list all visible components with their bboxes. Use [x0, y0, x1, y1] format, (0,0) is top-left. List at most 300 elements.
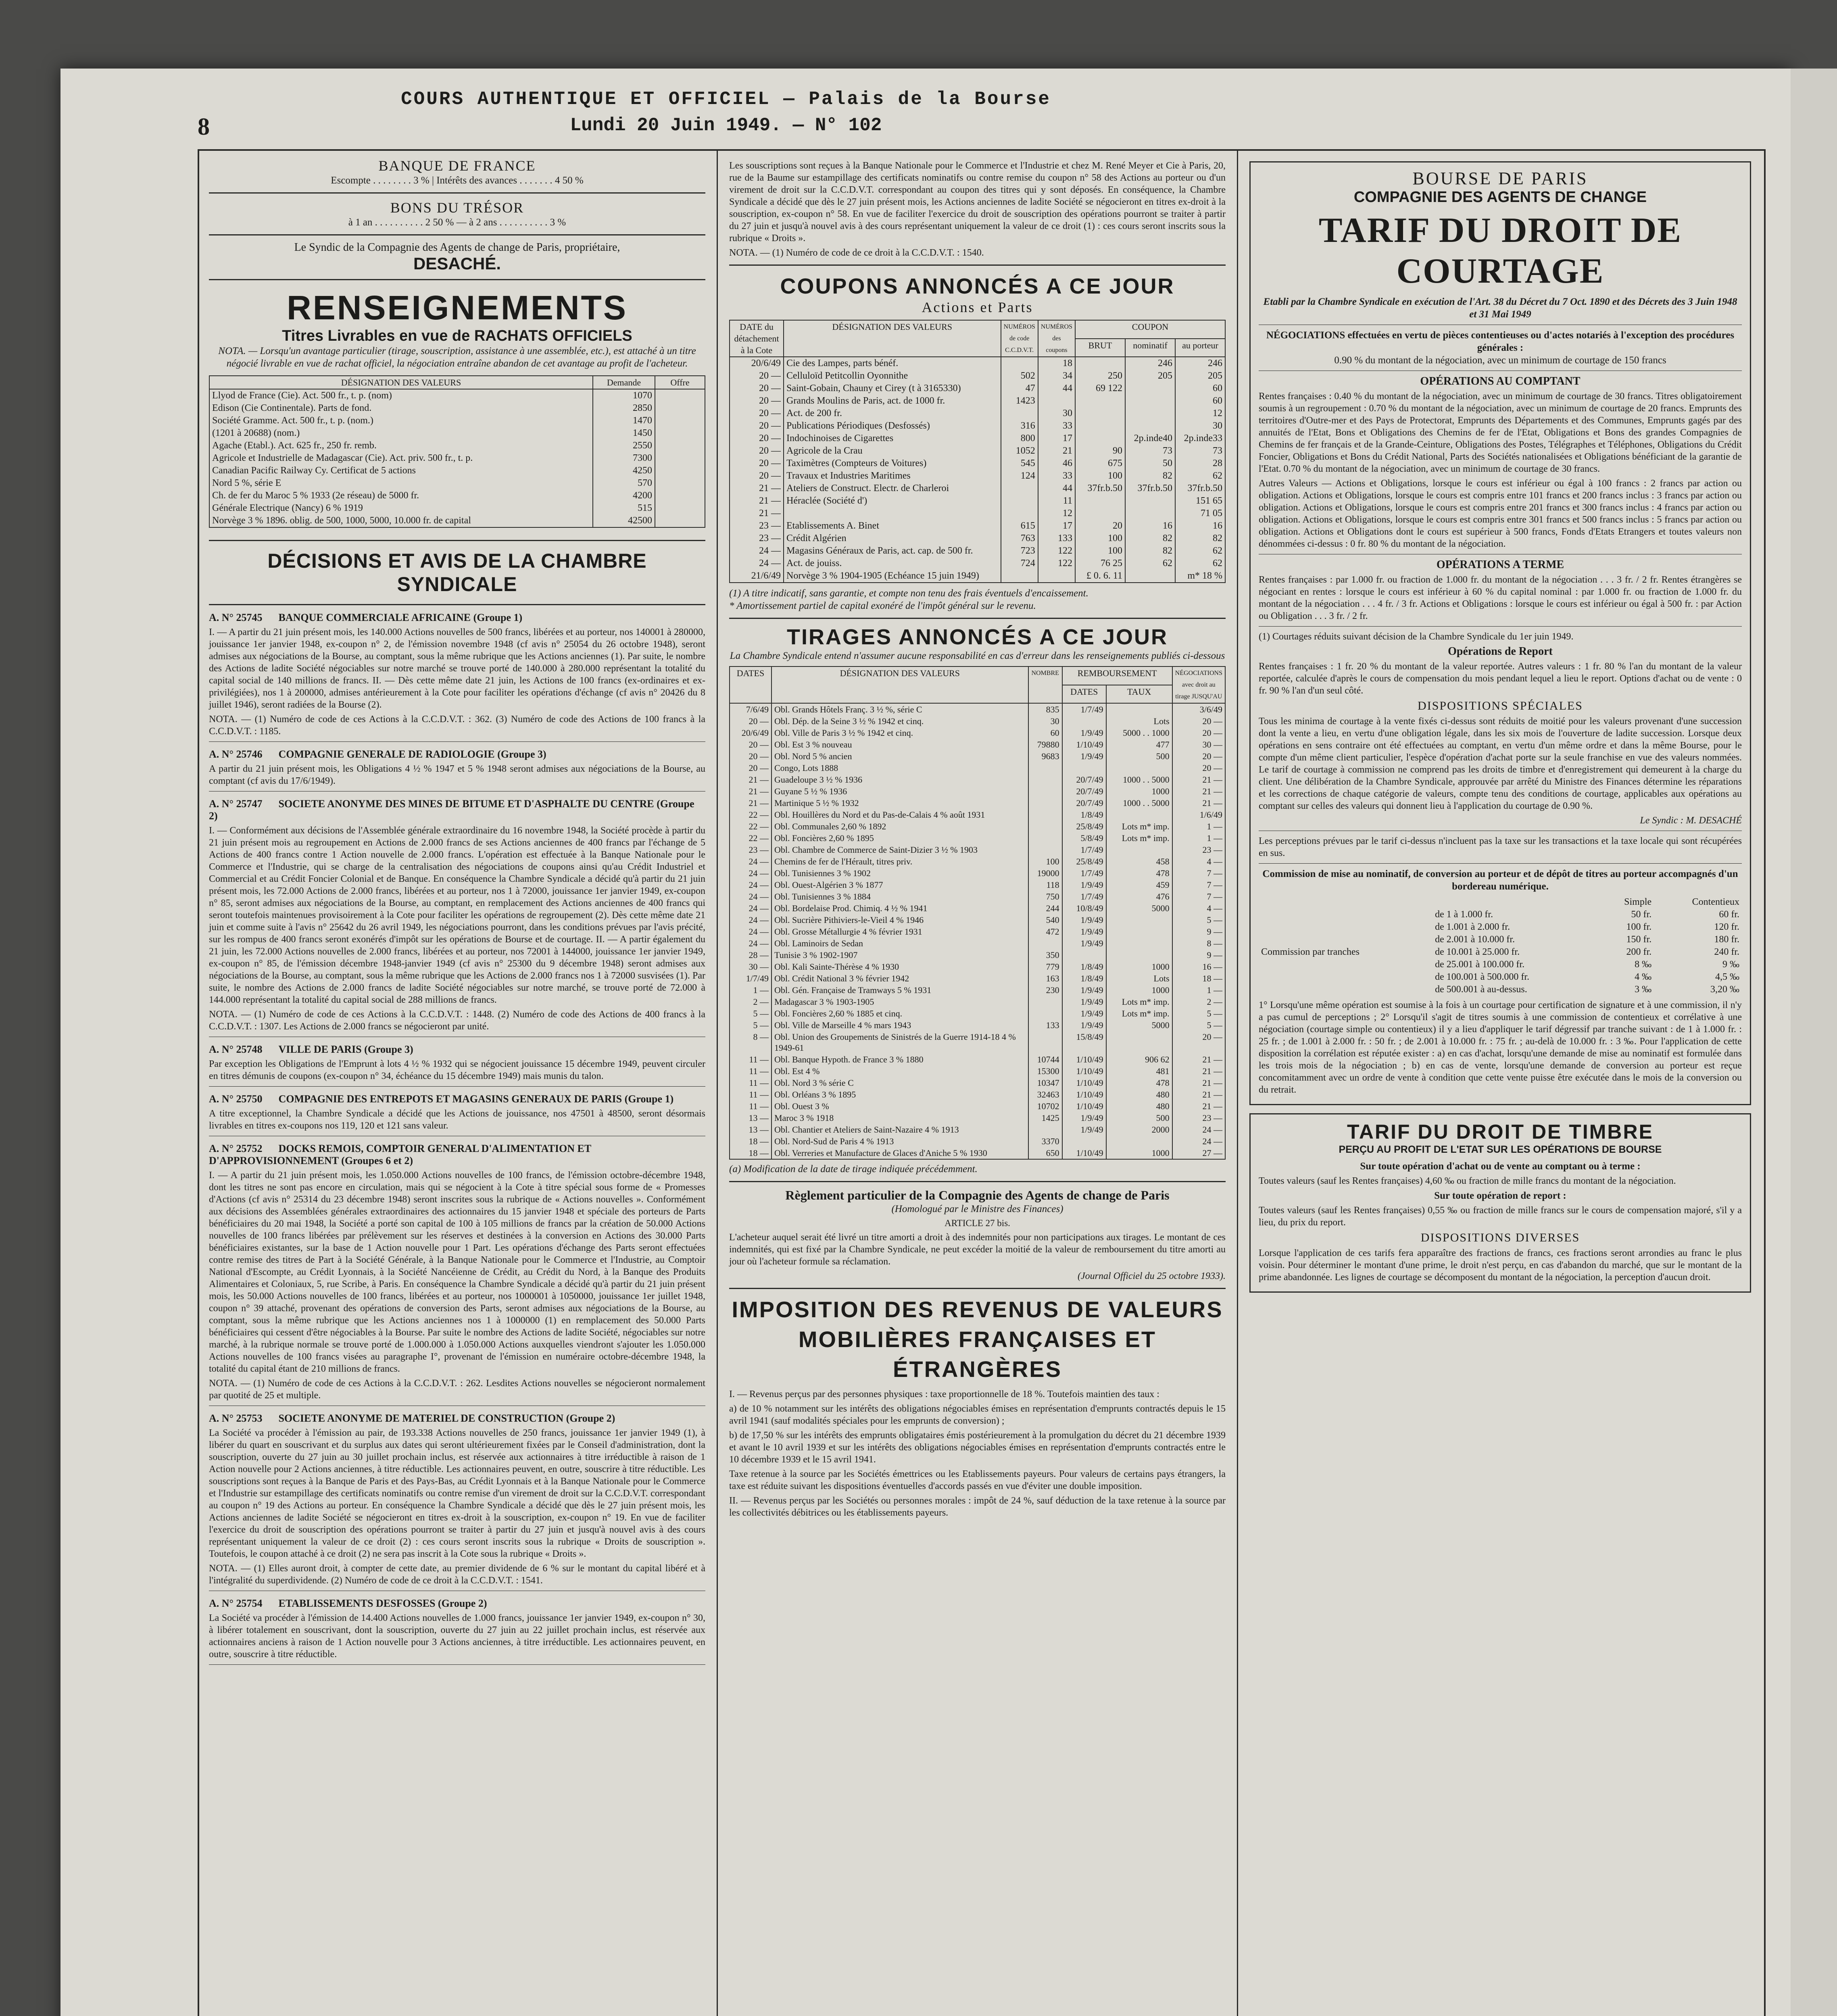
coupon-name: Ateliers de Construct. Electr. de Charleroi	[784, 482, 1001, 495]
terme-text: Rentes françaises : par 1.000 fr. ou fraction de 1.000 fr. du montant de la négociation . . . 3 fr. / 2 fr. Rentes étrangères se négociant en rentes : lorsque le cours est inférieur à 60 % du capital nominal : par 1.000 fr. ou fraction de 1.000 fr. du montant de la négociation . . . 4 fr. / 3 fr. Actions et Obligations : lorsque le cours est inférieur ou égal à 500 fr. : par Action ou Obligation . . . 3 fr. / 2 fr.	[1259, 575, 1742, 621]
tirage-t: Lots m* imp.	[1106, 832, 1172, 844]
coupon-cp: 133	[1038, 532, 1075, 545]
tirage-j: 23 —	[1172, 844, 1225, 856]
mise-contentieux: 60 fr.	[1719, 909, 1739, 920]
mise-col-simple: Simple	[1624, 897, 1652, 907]
tirage-t: 5000 . . 1000	[1106, 727, 1172, 739]
avis-item	[209, 798, 705, 1037]
autres-valeurs-text: Autres Valeurs — Actions et Obligations, lorsque le cours est inférieur ou égal à 100 francs : 2 francs par action ou obligation. Actions et Obligations, lorsque le cours est compris entre 101 francs et 200 francs inclus : 3 francs par action ou obligation. Actions et Obligations, lorsque le cours est compris entre 201 francs et 300 francs inclus : 4 francs par action ou obligation. Actions et Obligations, lorsque le cours est compris entre 301 francs et 500 francs inclus : 5 francs par action ou obligation. Actions et Obligations dont le cours est supérieur à 500 francs, Fonds d'Etats Etrangers et toutes valeurs non dénommées ci-dessus : 0 fr. 80 % du montant de la négociation.	[1259, 478, 1742, 549]
coupon-code: 800	[1001, 432, 1038, 445]
coupon-code: 724	[1001, 557, 1038, 570]
table-row	[730, 973, 1225, 984]
tirage-n: 244	[1028, 902, 1062, 914]
tirage-rd	[1062, 949, 1106, 961]
tirage-rd: 1/9/49	[1062, 984, 1106, 996]
tirage-n: 163	[1028, 973, 1062, 984]
tirage-name: Obl. Foncières 2,60 % 1885 et cinq.	[771, 1008, 1028, 1019]
coupons-table	[729, 320, 1226, 583]
mise-label	[1259, 971, 1432, 983]
table-row	[730, 856, 1225, 867]
tirage-rd: 1/10/49	[1062, 1100, 1106, 1112]
mise-contentieux: 4,5 ‰	[1715, 972, 1739, 982]
rachat-designation: Ch. de fer du Maroc 5 % 1933 (2e réseau) de 5000 fr.	[209, 489, 593, 502]
tirage-d: 2 —	[730, 996, 771, 1008]
tirage-n: 230	[1028, 984, 1062, 996]
table-row	[730, 832, 1225, 844]
tirage-n	[1028, 785, 1062, 797]
tirage-rd: 1/10/49	[1062, 1077, 1106, 1089]
courtage-note: (1) Courtages réduits suivant décision de la Chambre Syndicale du 1er juin 1949.	[1259, 631, 1574, 642]
coupon-name	[784, 507, 1001, 520]
tirage-name: Chemins de fer de l'Hérault, titres priv.	[771, 856, 1028, 867]
coupon-port: 28	[1175, 457, 1225, 470]
comptant-heading: OPÉRATIONS AU COMPTANT	[1420, 375, 1581, 387]
tirage-j: 21 —	[1172, 1054, 1225, 1065]
tirage-t: 1000 . . 5000	[1106, 774, 1172, 785]
tirage-name: Guyane 5 ½ % 1936	[771, 785, 1028, 797]
table-row	[730, 1019, 1225, 1031]
tirage-name: Obl. Grands Hôtels Franç. 3 ½ %, série C	[771, 703, 1028, 715]
table-row	[730, 357, 1225, 370]
tirage-t: 478	[1106, 867, 1172, 879]
tirage-n: 10744	[1028, 1054, 1062, 1065]
coupon-brut: 37fr.b.50	[1075, 482, 1125, 495]
col-demande: Demande	[593, 376, 655, 389]
table-row	[730, 821, 1225, 832]
tirages-h-taux: TAUX	[1106, 685, 1172, 704]
coupon-port: 205	[1175, 370, 1225, 382]
coupon-code: 763	[1001, 532, 1038, 545]
table-row	[209, 452, 705, 464]
tirage-j: 27 —	[1172, 1147, 1225, 1159]
avis-item	[209, 1412, 705, 1591]
tirage-name: Obl. Bordelaise Prod. Chimiq. 4 ½ % 1941	[771, 902, 1028, 914]
coupon-cp: 18	[1038, 357, 1075, 370]
coupon-name: Act. de 200 fr.	[784, 407, 1001, 420]
tirage-n	[1028, 1031, 1062, 1054]
mise-simple: 8 ‰	[1635, 959, 1652, 970]
tirage-name: Obl. Ouest-Algérien 3 % 1877	[771, 879, 1028, 891]
tirage-n: 79880	[1028, 739, 1062, 750]
table-row	[1259, 908, 1742, 921]
tirage-n: 650	[1028, 1147, 1062, 1159]
report-heading: Opérations de Report	[1448, 645, 1553, 658]
tirage-d: 7/6/49	[730, 703, 771, 715]
coupon-name: Travaux et Industries Maritimes	[784, 470, 1001, 482]
avis-text: A titre exceptionnel, la Chambre Syndicale a décidé que les Actions de jouissance, nos 47501 à 48500, seront désormais livrables en titres ex-coupons nos 119, 120 et 121 sans valeur.	[209, 1108, 705, 1131]
coupons-note1: (1) A titre indicatif, sans garantie, et compte non tenu des frais éventuels d'encaissement.	[729, 588, 1088, 599]
banque-rates: Escompte . . . . . . . . 3 % | Intérêts des avances . . . . . . . 4 50 %	[331, 175, 584, 186]
tirage-d: 20 —	[730, 762, 771, 774]
table-row	[1259, 958, 1742, 971]
tirage-n: 9683	[1028, 750, 1062, 762]
bourse-title: BOURSE DE PARIS	[1412, 169, 1588, 188]
coupon-nom	[1125, 395, 1175, 407]
tirage-n	[1028, 996, 1062, 1008]
table-row	[209, 477, 705, 489]
avis-text: I. — A partir du 21 juin présent mois, les 1.050.000 Actions nouvelles de 100 francs, de l'émission octobre-décembre 1948, dont les titres ne sont pas encore en circulation, mais qui se négocient à la Cote à titre spécial sous forme de « Promesses d'Actions (cf avis n° 25314 du 23 décembre 1948) seront inscrites sous la rubrique de « Actions nouvelles ». Conformément aux décisions des Assemblées générales extraordinaires des actionnaires du 15 janvier 1948 et spéciale des porteurs de Parts bénéficiaires du 20 mai 1948, la Société a porté son capital de 100 à 105 millions de francs par la création de 50.000 Actions nouvelles de 100 francs libérées par prélèvement sur les réserves et destinées à la conversion en Actions des 30.000 Parts bénéficiaires existantes, sur la base de 1 Action nouvelle pour 1 Part. Les opérations d'échange des Parts seront effectuées contre remise des titres de Part à la Société Générale, à la Banque Nationale pour le Commerce et l'Industrie, au Comptoir National d'Escompte, au Crédit Lyonnais, à la Société Nancéienne de Crédit, au Crédit du Nord, à la Banque des Produits Alimentaires et Coloniaux, 5, rue Scribe, à Paris. En conséquence la Chambre Syndicale a décidé qu'à partir du 21 juin présent mois, les 50.000 Actions nouvelles de 100 francs, libérées et au porteur, nos 1000001 à 1050000, jouissance 1er juillet 1948, coupon n° 39 attaché, provenant des opérations de conversion des Parts, seront admises aux négociations de la Bourse, au comptant, sous la même rubrique que les Actions anciennes nos 1 à 1000000 (1) en remplacement des 50.000 Parts bénéficiaires qui cessent d'être négociables à la Bourse. Par suite le nombre des Actions de ladite Société, négociables sur notre marché, à la rubrique normale se trouve porté de 1.000.000 à 1.050.000 Actions auxquelles viendront s'ajouter les 1.050.000 Actions nouvelles de 100 francs visées au paragraphe I°, provenant de l'émission en numéraire octobre-décembre 1948, la totalité du capital étant de 210 millions de francs.	[209, 1170, 705, 1374]
courtage-syndic: Le Syndic : M. DESACHÉ	[1640, 815, 1742, 826]
coupon-date: 21 —	[730, 482, 784, 495]
tirage-d: 11 —	[730, 1054, 771, 1065]
table-row	[730, 570, 1225, 583]
avis-company: BANQUE COMMERCIALE AFRICAINE (Groupe 1)	[278, 612, 523, 623]
tirage-t	[1106, 809, 1172, 821]
coupon-nom: 62	[1125, 557, 1175, 570]
table-row	[209, 464, 705, 477]
tirage-d: 11 —	[730, 1077, 771, 1089]
coupon-port: 151 65	[1175, 495, 1225, 507]
tirage-t: 478	[1106, 1077, 1172, 1089]
tirage-rd: 20/7/49	[1062, 774, 1106, 785]
table-row	[730, 520, 1225, 532]
tirage-t: 1000	[1106, 984, 1172, 996]
tirage-name: Obl. Laminoirs de Sedan	[771, 937, 1028, 949]
coupon-port: 16	[1175, 520, 1225, 532]
table-row	[730, 750, 1225, 762]
tirage-t: 5000	[1106, 1019, 1172, 1031]
rachat-offre	[655, 514, 705, 527]
tirage-t	[1106, 949, 1172, 961]
tirage-name: Obl. Est 3 % nouveau	[771, 739, 1028, 750]
renseignements-subtitle: Titres Livrables en vue de RACHATS OFFICIELS	[282, 327, 632, 344]
mise-simple: 150 fr.	[1626, 934, 1652, 945]
rachat-demande: 1070	[593, 389, 655, 402]
tirage-d: 24 —	[730, 902, 771, 914]
tirage-n	[1028, 774, 1062, 785]
tirage-name: Obl. Est 4 %	[771, 1065, 1028, 1077]
coupon-nom: 2p.inde40	[1125, 432, 1175, 445]
tirage-rd: 1/10/49	[1062, 1054, 1106, 1065]
tirage-n	[1028, 1124, 1062, 1135]
avis-text: La Société va procéder à l'émission au pair, de 193.338 Actions nouvelles de 250 francs, jouissance 1er janvier 1949 (1), à libérer du quart en souscrivant et du surplus aux dates qui seront ultérieurement fixées par le Conseil d'administration, dont la souscription, ouverte du 27 juin au 30 juillet prochain inclus, est réservée aux actionnaires à titre irréductible à raison de 1 Action nouvelle pour 2 Actions anciennes, à titre réductible. Les actionnaires peuvent, en outre, souscrire à titre réductible. Les souscriptions sont reçues à la Banque de Paris et des Pays-Bas, au Crédit Lyonnais et à la Banque Nationale pour le Commerce et l'Industrie sur estampillage des certificats nominatifs ou contre remise d'un virement de droit sur la C.C.D.V.T. correspondant au coupon n° 19 des Actions au porteur. En conséquence la Chambre Syndicale a décidé que dès le 27 juin présent mois, les Actions anciennes de ladite Société se négocieront en titres ex-droit à la souscription, ex-coupon n° 19. En vue de faciliter l'exercice du droit de souscription des opérations pourront se traiter à partir du 27 juin et jusqu'à nouvel avis à des cours représentant uniquement la valeur de ce droit (2) : ces cours seront inscrits sous la rubrique « Droits de souscription ». Toutefois, le coupon attaché à ce droit (2) ne sera pas inscrit à la Cote sous la rubrique « Droits ».	[209, 1428, 705, 1559]
tirages-h-dates: DATES	[730, 666, 771, 703]
tirage-rd: 1/8/49	[1062, 809, 1106, 821]
syndic-line: Le Syndic de la Compagnie des Agents de change de Paris, propriétaire,	[294, 241, 620, 254]
coupon-date: 20 —	[730, 370, 784, 382]
coupon-code: 502	[1001, 370, 1038, 382]
coupon-cp	[1038, 570, 1075, 583]
tirage-name: Martinique 5 ½ % 1932	[771, 797, 1028, 809]
imposition-title: IMPOSITION DES REVENUS DE VALEURS MOBILIÈRES FRANÇAISES ET ÉTRANGÈRES	[732, 1297, 1223, 1382]
table-row	[730, 1054, 1225, 1065]
coupon-brut	[1075, 507, 1125, 520]
tirage-d: 28 —	[730, 949, 771, 961]
tirage-name: Obl. Houillères du Nord et du Pas-de-Calais 4 % août 1931	[771, 809, 1028, 821]
rachat-designation: Llyod de France (Cie). Act. 500 fr., t. p. (nom)	[209, 389, 593, 402]
mise-table	[1259, 896, 1742, 996]
rachat-demande: 1450	[593, 427, 655, 439]
coupon-nom	[1125, 570, 1175, 583]
tirage-n	[1028, 797, 1062, 809]
table-row	[730, 557, 1225, 570]
tirage-d: 21 —	[730, 785, 771, 797]
tirage-n: 10702	[1028, 1100, 1062, 1112]
bons-rates: à 1 an . . . . . . . . . . 2 50 % — à 2 ans . . . . . . . . . . 3 %	[348, 217, 566, 228]
coupon-cp: 44	[1038, 382, 1075, 395]
coupon-name: Etablissements A. Binet	[784, 520, 1001, 532]
avis-item	[209, 1093, 705, 1136]
coupon-port: 37fr.b.50	[1175, 482, 1225, 495]
avis-company: SOCIETE ANONYME DES MINES DE BITUME ET D'ASPHALTE DU CENTRE (Groupe 2)	[209, 798, 694, 822]
tirage-j: 21 —	[1172, 774, 1225, 785]
tirage-rd: 1/7/49	[1062, 891, 1106, 902]
tirage-t	[1106, 937, 1172, 949]
tirage-rd: 20/7/49	[1062, 797, 1106, 809]
coupon-date: 20 —	[730, 445, 784, 457]
tirage-n: 10347	[1028, 1077, 1062, 1089]
avis-number: A. N° 25752	[209, 1143, 263, 1154]
coupon-name: Taximètres (Compteurs de Voitures)	[784, 457, 1001, 470]
coupon-date: 20 —	[730, 420, 784, 432]
avis-number: A. N° 25746	[209, 748, 263, 760]
tirage-j: 2 —	[1172, 996, 1225, 1008]
tirage-n: 60	[1028, 727, 1062, 739]
tirage-j: 4 —	[1172, 902, 1225, 914]
tirages-note: (a) Modification de la date de tirage indiquée précédemment.	[729, 1164, 978, 1175]
tirage-j: 21 —	[1172, 785, 1225, 797]
avis-company: ETABLISSEMENTS DESFOSSES (Groupe 2)	[278, 1597, 487, 1609]
tirage-name: Obl. Kali Sainte-Thérèse 4 % 1930	[771, 961, 1028, 973]
table-row	[209, 514, 705, 527]
coupons-h-date: DATE du détachement à la Cote	[730, 320, 784, 357]
table-row	[730, 844, 1225, 856]
tirage-name: Obl. Tunisiennes 3 % 1902	[771, 867, 1028, 879]
table-row	[730, 482, 1225, 495]
rachat-offre	[655, 464, 705, 477]
tirage-j: 21 —	[1172, 1089, 1225, 1100]
tirage-rd: 1/7/49	[1062, 867, 1106, 879]
tirage-j: 21 —	[1172, 797, 1225, 809]
tirages-subtitle: La Chambre Syndicale entend n'assumer aucune responsabilité en cas d'erreur dans les renseignements publiés ci-dessous	[730, 650, 1225, 661]
tirage-d: 11 —	[730, 1100, 771, 1112]
tirage-d: 11 —	[730, 1065, 771, 1077]
tirage-rd: 1/9/49	[1062, 1124, 1106, 1135]
mise-label	[1259, 921, 1432, 933]
table-row	[730, 1135, 1225, 1147]
avis-text: I. — Conformément aux décisions de l'Assemblée générale extraordinaire du 16 novembre 1948, la Société procède à partir du 21 juin présent mois au regroupement en Actions de 2.000 francs de ses Actions anciennes de 400 francs par l'échange de 5 Actions de 400 francs contre 1 Action nouvelle de 2.000 francs. L'opération est effectuée à la Banque Nationale pour le Commerce et l'Industrie, qui se charge de la centralisation des négociations de coupons ainsi qu'au Crédit Industriel et Commercial et au Crédit Foncier Colonial et de Banque. En conséquence la Chambre Syndicale a décidé qu'à partir du 21 juin présent mois, les 72.000 Actions de 2.000 francs, libérées et au porteur, nos 1 à 72000, jouissance 1er janvier 1949, ex-coupon n° 85, seront admises aux négociations de la Bourse, au comptant, en remplacement des Actions anciennes de 400 francs qui seront toutefois maintenues provisoirement à la Cote pour faciliter les opérations de regroupement (2). Dès cette même date 21 juin et comme suite à l'avis n° 25642 du 26 avril 1949, les négociations pourront, dans les conditions prévues par l'avis précité, sur les rompus de 400 francs seront exonérés d'impôt sur les opérations de Bourse et de courtage. II. — A partir également du 21 juin, les 72.000 Actions nouvelles de 2.000 francs, libérées et au porteur, nos 72001 à 144000, jouissance 1er janvier 1949, ex-coupon n° 85, de l'émission décembre 1948-janvier 1949 (cf avis n° 25300 du 9 décembre 1948) seront admises aux négociations de la Bourse, au comptant, sous la même rubrique que les Actions de 2.000 francs nos 1 à 72000 susvisées (1). Par suite, le nombre des Actions de 2.000 francs de ladite Société négociables sur notre marché, se trouve porté de 72.000 à 144.000 représentant la totalité du capital social de 288 millions de francs.	[209, 825, 705, 1005]
avis-item	[209, 1043, 705, 1087]
table-row	[730, 926, 1225, 937]
avis-list	[209, 612, 705, 1665]
masthead-title: COURS AUTHENTIQUE ET OFFICIEL — Palais de la Bourse	[401, 89, 1051, 110]
coupon-code: 615	[1001, 520, 1038, 532]
coupon-brut: 69 122	[1075, 382, 1125, 395]
coupon-date: 24 —	[730, 545, 784, 557]
rachat-offre	[655, 489, 705, 502]
avis-nota: NOTA. — (1) Numéro de code de ces Actions à la C.C.D.V.T. : 362. (3) Numéro de code des Actions de 100 francs à la C.C.D.V.T. : 1185.	[209, 714, 705, 737]
mise-label: Commission par tranches	[1261, 947, 1360, 957]
table-row	[209, 427, 705, 439]
coupons-h-porteur: au porteur	[1175, 339, 1225, 357]
tirage-t	[1106, 844, 1172, 856]
banque-title: BANQUE DE FRANCE	[378, 158, 536, 174]
coupon-date: 20 —	[730, 432, 784, 445]
tirage-name: Obl. Communales 2,60 % 1892	[771, 821, 1028, 832]
coupon-date: 20 —	[730, 407, 784, 420]
coupons-h-numcp: NUMÉROS des coupons	[1038, 320, 1075, 357]
rachat-demande: 2850	[593, 402, 655, 414]
table-row	[1259, 983, 1742, 996]
table-row	[730, 470, 1225, 482]
tirage-n: 133	[1028, 1019, 1062, 1031]
coupon-name: Norvège 3 % 1904-1905 (Echéance 15 juin 1949)	[784, 570, 1001, 583]
tirage-j: 21 —	[1172, 1100, 1225, 1112]
table-row	[730, 495, 1225, 507]
coupon-port: 62	[1175, 557, 1225, 570]
table-row	[730, 370, 1225, 382]
avis-company: DOCKS REMOIS, COMPTOIR GENERAL D'ALIMENTATION ET D'APPROVISIONNEMENT (Groupes 6 et 2)	[209, 1143, 591, 1166]
tirage-j: 7 —	[1172, 879, 1225, 891]
tirage-d: 20 —	[730, 715, 771, 727]
coupon-port: 246	[1175, 357, 1225, 370]
tirage-j: 7 —	[1172, 867, 1225, 879]
tirage-d: 24 —	[730, 937, 771, 949]
coupon-name: Cie des Lampes, parts bénéf.	[784, 357, 1001, 370]
next-page-edge	[1791, 69, 1837, 2016]
coupon-name: Act. de jouiss.	[784, 557, 1001, 570]
mise-range: de 100.001 à 500.000 fr.	[1435, 972, 1530, 982]
tirage-rd	[1062, 1135, 1106, 1147]
tirage-j: 20 —	[1172, 727, 1225, 739]
tirage-j: 5 —	[1172, 1019, 1225, 1031]
rachat-offre	[655, 452, 705, 464]
tirage-name: Obl. Nord 3 % série C	[771, 1077, 1028, 1089]
table-row	[730, 1008, 1225, 1019]
terme-heading: OPÉRATIONS A TERME	[1436, 558, 1564, 571]
decisions-title: DÉCISIONS ET AVIS DE LA CHAMBRE SYNDICALE	[267, 550, 647, 596]
coupon-date: 20 —	[730, 382, 784, 395]
coupon-nom	[1125, 382, 1175, 395]
tirage-j: 20 —	[1172, 750, 1225, 762]
imposition-text1: I. — Revenus perçus par des personnes physiques : taxe proportionnelle de 18 %. Toutefois maintien des taux :	[729, 1389, 1159, 1400]
tirage-j: 4 —	[1172, 856, 1225, 867]
tirage-name: Obl. Chantier et Ateliers de Saint-Nazaire 4 % 1913	[771, 1124, 1028, 1135]
rachat-demande: 7300	[593, 452, 655, 464]
table-row	[730, 407, 1225, 420]
tirage-rd: 15/8/49	[1062, 1031, 1106, 1054]
nego-contentieuses-rate: 0.90 % du montant de la négociation, avec un minimum de courtage de 150 francs	[1334, 355, 1666, 366]
coupon-cp: 122	[1038, 545, 1075, 557]
coupons-h-code: NUMÉROS de code C.C.D.V.T.	[1001, 320, 1038, 357]
tirage-d: 20 —	[730, 750, 771, 762]
coupon-date: 23 —	[730, 520, 784, 532]
coupon-port: 62	[1175, 470, 1225, 482]
avis-nota: NOTA. — (1) Numéro de code de ces Actions à la C.C.D.V.T. : 262. Lesdites Actions nouvelles se négocieront normalement par quotité de 25 et multiple.	[209, 1378, 705, 1401]
coupon-cp: 17	[1038, 432, 1075, 445]
coupon-code: 124	[1001, 470, 1038, 482]
tirage-t: 459	[1106, 879, 1172, 891]
mise-range: de 25.001 à 100.000 fr.	[1435, 959, 1525, 970]
spec-text: Tous les minima de courtage à la vente fixés ci-dessus sont réduits de moitié pour les valeurs provenant d'une succession dont la vente a lieu, en vertu d'une obligation légale, dans les six mois de l'ouverture de ladite succession. Lorsque deux opérations en sens contraire ont été effectuées au comptant, en vertu d'un même ordre et dans la même Bourse, pour le compte d'un même client particulier, l'espèce d'opération d'achat porte sur la seule franchise en vue des valeurs nommées. Le tarif de courtage à commission ne comprend pas les droits de timbre et d'enregistrement qui demeurent à la charge du client. Une délibération de la Chambre Syndicale, approuvée par arrêté du Ministre des Finances détermine les réparations et les corrections de chaque catégorie de valeurs, compte tenu des conditions de courtage, applicables aux opérations au comptant sur celles des valeurs qui donnent lieu à l'application du courtage de 0.90 %.	[1259, 716, 1742, 811]
coupon-nom	[1125, 495, 1175, 507]
avis-item	[209, 1143, 705, 1406]
coupons-subtitle: Actions et Parts	[922, 299, 1033, 315]
table-row	[730, 727, 1225, 739]
rachats-table	[209, 375, 705, 528]
coupon-date: 20 —	[730, 395, 784, 407]
tirage-j: 7 —	[1172, 891, 1225, 902]
coupon-brut	[1075, 420, 1125, 432]
table-row	[1259, 921, 1742, 933]
issue-date: Lundi 20 Juin 1949. — N° 102	[570, 115, 882, 136]
coupon-name: Agricole de la Crau	[784, 445, 1001, 457]
mise-contentieux: 180 fr.	[1714, 934, 1739, 945]
tirage-n: 540	[1028, 914, 1062, 926]
coupon-code	[1001, 407, 1038, 420]
timbre-line1: Sur toute opération d'achat ou de vente au comptant ou à terme :	[1360, 1161, 1641, 1172]
table-row	[730, 532, 1225, 545]
tirage-t: Lots m* imp.	[1106, 1008, 1172, 1019]
timbre-line3: Sur toute opération de report :	[1434, 1190, 1566, 1201]
table-row	[730, 762, 1225, 774]
tirage-j: 16 —	[1172, 961, 1225, 973]
report-text: Rentes françaises : 1 fr. 20 % du montant de la valeur reportée. Autres valeurs : 1 fr. 80 % l'an du montant de la valeur reportée, calculée d'après le cours de compensation du mois pendant lequel a lieu le report. Options d'achat ou de vente : 0 fr. 90 % l'an d'un seul côté.	[1259, 661, 1742, 696]
tirage-t	[1106, 926, 1172, 937]
table-row	[209, 414, 705, 427]
tirage-d: 30 —	[730, 961, 771, 973]
coupon-name: Crédit Algérien	[784, 532, 1001, 545]
tirage-name: Obl. Nord 5 % ancien	[771, 750, 1028, 762]
rachat-offre	[655, 402, 705, 414]
tirage-d: 24 —	[730, 891, 771, 902]
tirages-h-designation: DÉSIGNATION DES VALEURS	[771, 666, 1028, 703]
table-row	[730, 1065, 1225, 1077]
tirage-d: 18 —	[730, 1147, 771, 1159]
mise-simple: 100 fr.	[1626, 922, 1652, 932]
tirage-j: 18 —	[1172, 973, 1225, 984]
rachat-designation: Norvège 3 % 1896. oblig. de 500, 1000, 5000, 10.000 fr. de capital	[209, 514, 593, 527]
tirage-d: 24 —	[730, 914, 771, 926]
coupon-code: 723	[1001, 545, 1038, 557]
rachat-demande: 42500	[593, 514, 655, 527]
tirage-name: Obl. Nord-Sud de Paris 4 % 1913	[771, 1135, 1028, 1147]
tarif-courtage-sub: Etabli par la Chambre Syndicale en exécution de l'Art. 38 du Décret du 7 Oct. 1890 et des Décrets des 3 Juin 1948 et 31 Mai 1949	[1263, 296, 1737, 320]
coupon-nom: 82	[1125, 470, 1175, 482]
tirages-h-nombre: NOMBRE	[1028, 666, 1062, 703]
tirage-j: 1 —	[1172, 821, 1225, 832]
tirage-j: 9 —	[1172, 926, 1225, 937]
tirage-t: Lots	[1106, 715, 1172, 727]
coupons-note2: * Amortissement partiel de capital exonéré de l'impôt général sur le revenu.	[729, 600, 1036, 611]
coupon-nom: 50	[1125, 457, 1175, 470]
tirage-n: 350	[1028, 949, 1062, 961]
tirages-h-nego: NÉGOCIATIONS avec droit au tirage JUSQU'AU	[1172, 666, 1225, 703]
tirage-t	[1106, 703, 1172, 715]
mise-label	[1259, 958, 1432, 971]
tirage-rd: 1/9/49	[1062, 879, 1106, 891]
tirage-n: 100	[1028, 856, 1062, 867]
tirage-j: 30 —	[1172, 739, 1225, 750]
tirage-n	[1028, 1008, 1062, 1019]
rachat-offre	[655, 502, 705, 514]
rachat-offre	[655, 477, 705, 489]
coupon-code	[1001, 482, 1038, 495]
rachat-demande: 515	[593, 502, 655, 514]
rachat-demande: 4200	[593, 489, 655, 502]
coupon-port: 30	[1175, 420, 1225, 432]
tirage-t	[1106, 1135, 1172, 1147]
tirage-name: Obl. Ville de Paris 3 ½ % 1942 et cinq.	[771, 727, 1028, 739]
tirage-rd: 1/7/49	[1062, 703, 1106, 715]
mise-simple: 3 ‰	[1635, 984, 1652, 995]
spec-heading: DISPOSITIONS SPÉCIALES	[1418, 699, 1583, 712]
coupon-nom: 16	[1125, 520, 1175, 532]
coupon-nom: 82	[1125, 545, 1175, 557]
coupon-code: 1052	[1001, 445, 1038, 457]
coupon-cp: 21	[1038, 445, 1075, 457]
tirage-t: 2000	[1106, 1124, 1172, 1135]
